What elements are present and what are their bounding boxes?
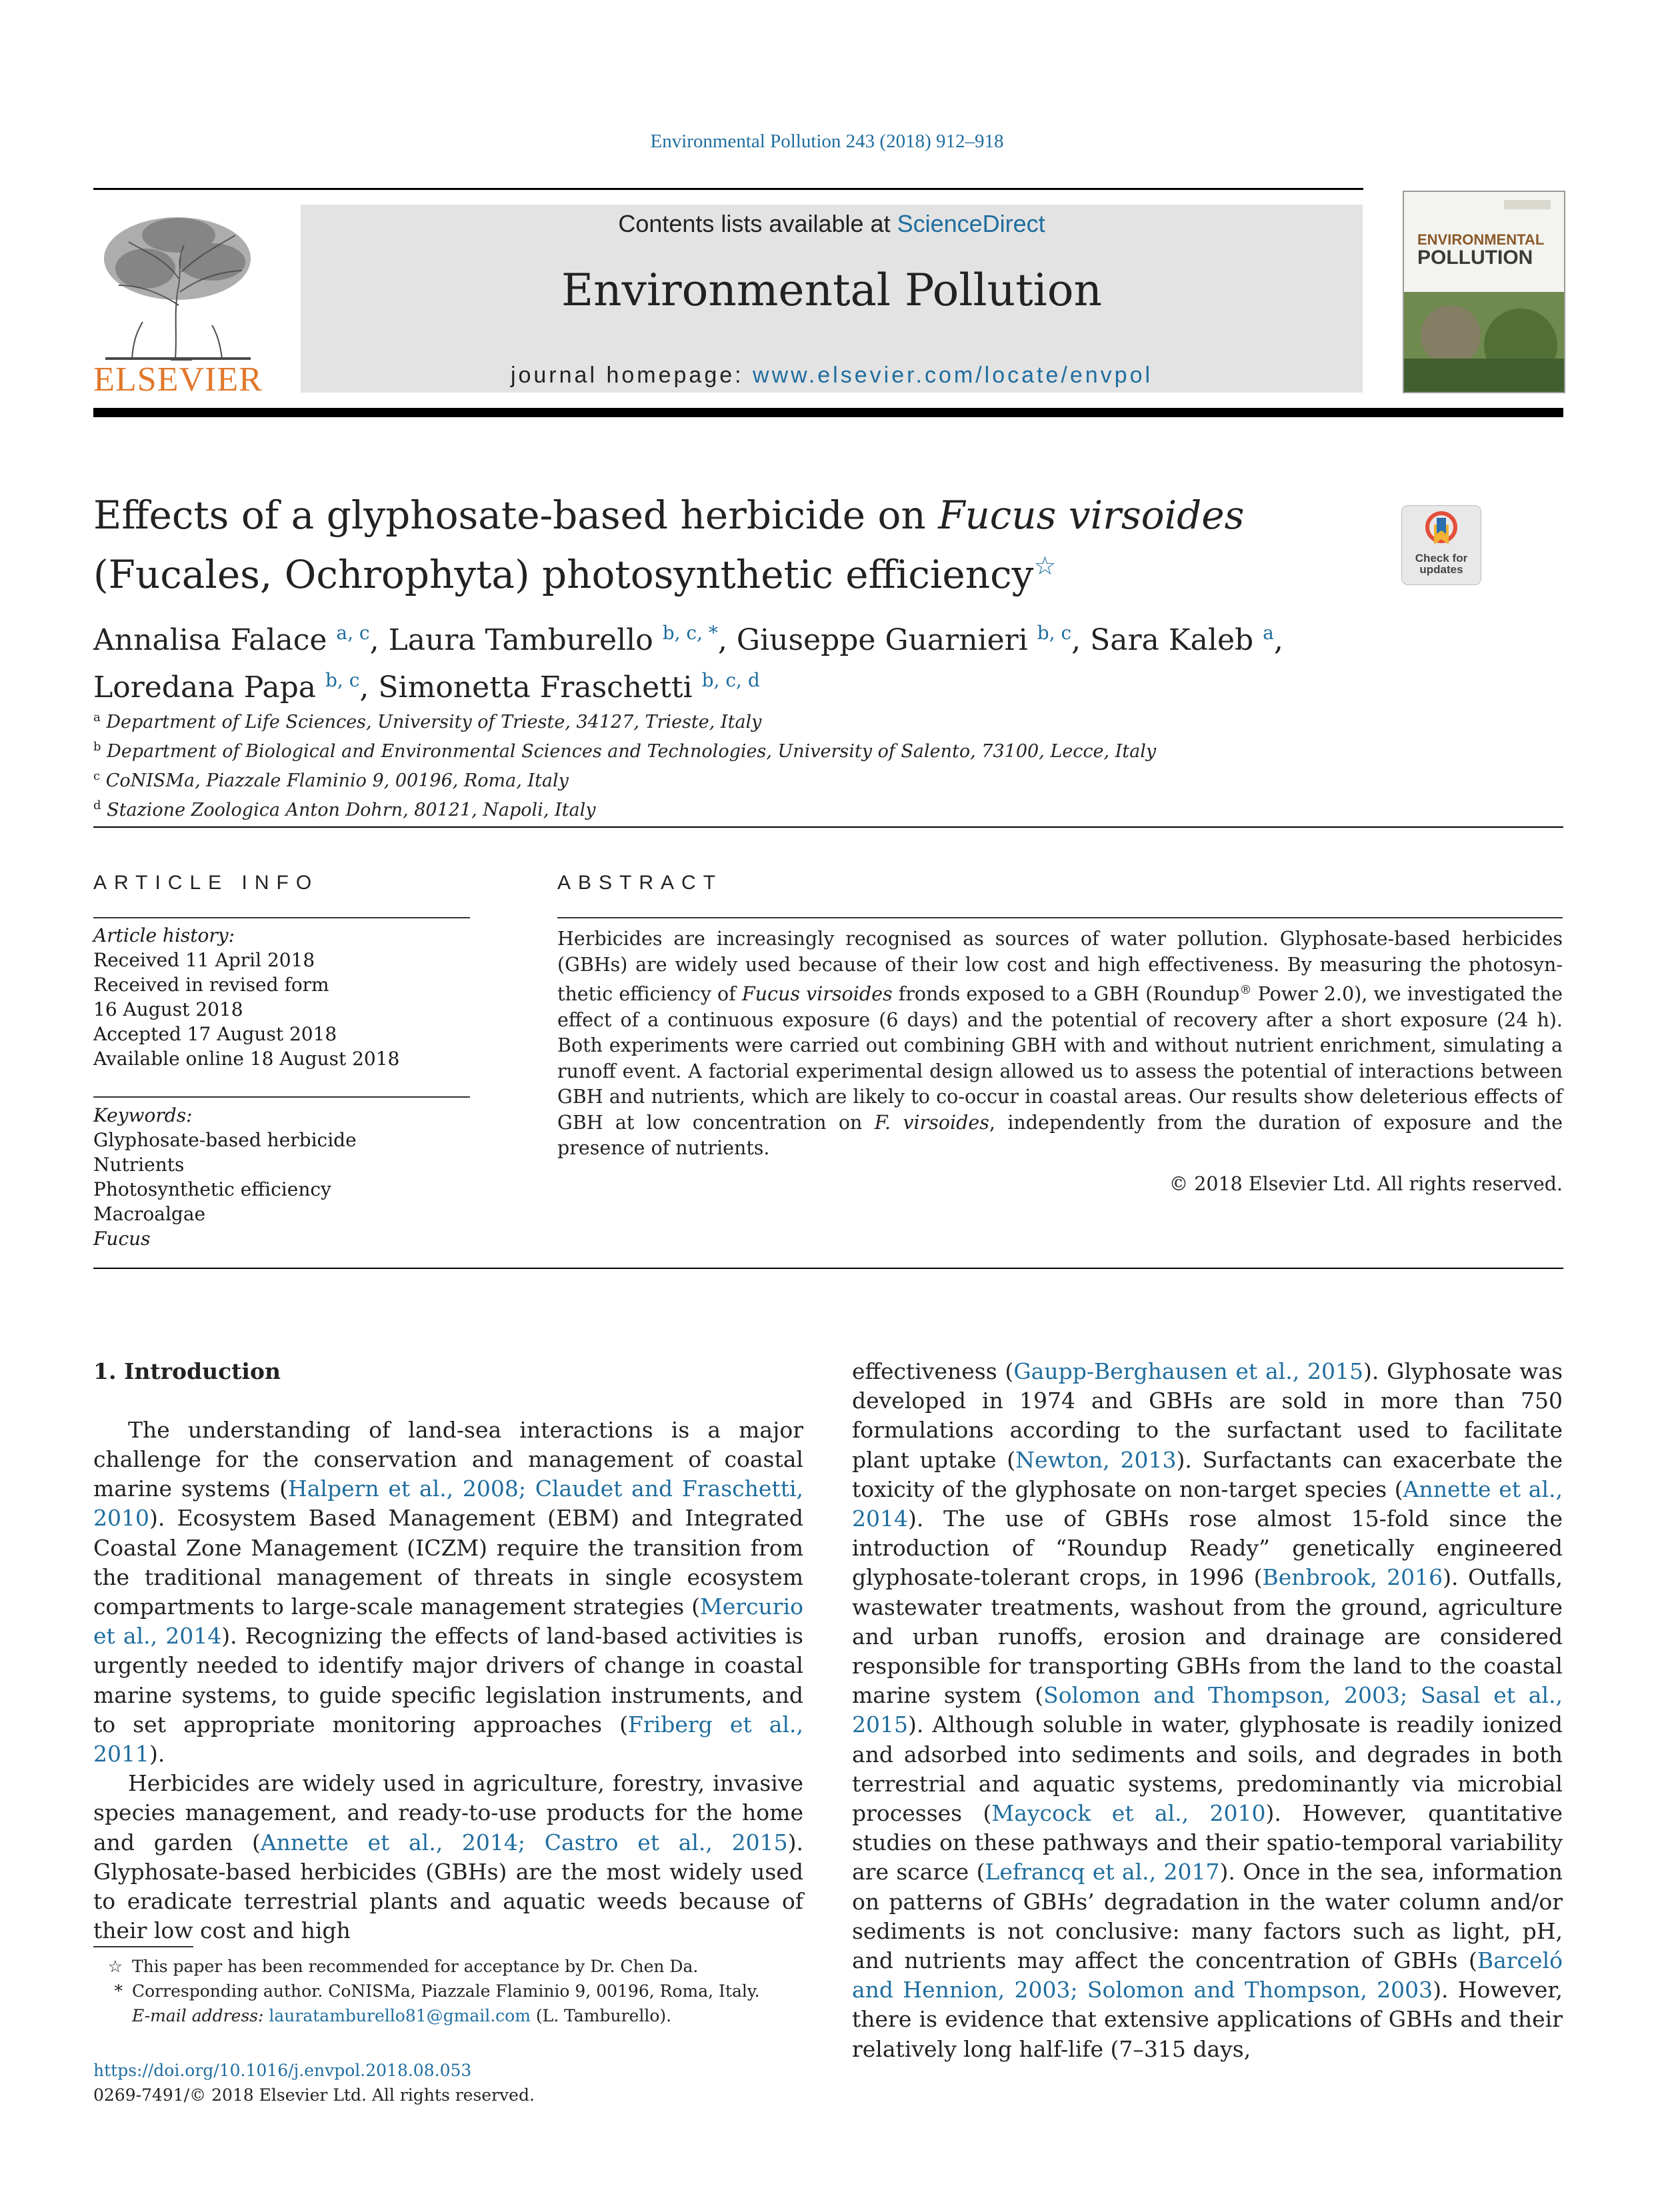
- affiliation-key: d: [93, 798, 101, 812]
- journal-title: Environmental Pollution: [561, 265, 1103, 316]
- abstract-species: Fucus virsoides: [741, 983, 893, 1005]
- body-paragraph: [93, 1769, 803, 1945]
- citation-link[interactable]: Friberg et al., 2011: [93, 1711, 803, 1767]
- title-part-1: Effects of a glyphosate-based herbicide on: [93, 493, 939, 538]
- bookmark-ribbon-icon: [1425, 511, 1458, 550]
- abstract-species: F. virsoides: [874, 1111, 989, 1134]
- journal-masthead: [301, 205, 1363, 393]
- cover-title-line-2: POLLUTION: [1417, 247, 1533, 269]
- contents-prefix: Contents lists available at: [618, 210, 897, 237]
- text-segment: ). Once in the sea, information on patterns of GBHs’ degradation in the water column and/or sediments is not conclusive: many factors such as light, pH, and nutrients may affect the concentration of GBHs (: [852, 1859, 1563, 1974]
- history-item: Received in revised form: [93, 974, 329, 996]
- citation-link[interactable]: Halpern et al., 2008; Claudet and Fraschetti, 2010: [93, 1476, 803, 1532]
- affiliation-key: a: [93, 710, 101, 724]
- author-affiliation-marks[interactable]: a, c: [336, 622, 370, 644]
- text-segment: The understanding of land-sea interactions is a major challenge for the conservation and management of coastal marine systems (: [93, 1416, 803, 1502]
- footnote-item: [93, 2003, 803, 2028]
- abstract-segment: Power 2.0), we investigated the effect of a continuous exposure (6 days) and the potential of recovery after a short exposure (24 h). Both experiments were carried out combining GBH with and without nutrient enrichment, simulating a runoff event. A factorial experimental design allowed us to assess the potential of interactions between GBH and nutrients, which are likely to co-occur in coastal areas. Our results show deleterious effects of GBH at low concentration on: [557, 983, 1563, 1134]
- affiliation-item: [93, 734, 1527, 764]
- affiliation-item: [93, 793, 1527, 822]
- text-segment: ). The use of GBHs rose almost 15-fold since the introduction of “Roundup Ready” genetically engineered glyphosate-tolerant crops, in 1996 (: [852, 1506, 1563, 1591]
- body-paragraph: [852, 1357, 1563, 2064]
- affiliation-item: [93, 764, 1527, 793]
- keywords-label: Keywords:: [93, 1104, 193, 1126]
- text-segment: ). Outfalls, wastewater treatments, washout from the ground, agriculture and urban runoffs, erosion and drainage are considered responsible for transporting GBHs from the land to the coastal marine system (: [852, 1564, 1563, 1709]
- footnote-text: This paper has been recommended for acceptance by Dr. Chen Da.: [132, 1957, 699, 1976]
- citation-link[interactable]: Mercurio et al., 2014: [93, 1594, 803, 1650]
- author-name: Laura Tamburello: [388, 623, 653, 657]
- citation-link[interactable]: Solomon and Thompson, 2003; Sasal et al., 2015: [852, 1682, 1563, 1738]
- body-column-right: [852, 1357, 1563, 2064]
- author-name: Sara Kaleb: [1090, 623, 1254, 657]
- footnote-mark: *: [114, 1981, 123, 2001]
- text-segment: effectiveness (: [852, 1358, 1014, 1384]
- article-history: [93, 923, 467, 1071]
- text-segment: ). Glyphosate-based herbicides (GBHs) are the most widely used to eradicate terrestrial plants and aquatic weeds because of their low cost and high: [93, 1829, 803, 1944]
- citation-link[interactable]: Maycock et al., 2010: [991, 1800, 1266, 1827]
- citation-link[interactable]: Annette et al., 2014; Castro et al., 2015: [260, 1829, 788, 1855]
- affiliation-text: CoNISMa, Piazzale Flaminio 9, 00196, Roma, Italy: [105, 770, 569, 791]
- title-part-2: (Fucales, Ochrophyta) photosynthetic efficiency: [93, 552, 1034, 597]
- text-segment: ). Surfactants can exacerbate the toxicity of the glyphosate on non-target species (: [852, 1446, 1563, 1502]
- badge-line-2: updates: [1419, 563, 1463, 576]
- text-segment: ).: [149, 1741, 165, 1767]
- email-label: E-mail address:: [132, 2006, 269, 2025]
- email-link[interactable]: lauratamburello81@gmail.com: [269, 2006, 531, 2025]
- footnote-mark: ☆: [107, 1957, 123, 1976]
- badge-line-1: Check for: [1415, 552, 1468, 564]
- header-rule: [93, 188, 1363, 190]
- abstract-heading: ABSTRACT: [557, 872, 723, 894]
- registered-mark: ®: [1239, 983, 1252, 997]
- email-suffix: (L. Tamburello).: [530, 2006, 672, 2025]
- article-info-rule: [93, 917, 470, 918]
- author-affiliation-marks[interactable]: b, c: [1037, 622, 1072, 644]
- abstract-segment: Herbicides are increasingly recognised as sources of water pollution. Glyphosate-based herbicides (GBHs) are widely used because of their low cost and high effectiveness. By measuring the photosynthetic efficiency of: [557, 928, 1563, 1005]
- citation-link[interactable]: Annette et al., 2014: [852, 1476, 1563, 1532]
- doi-link[interactable]: https://doi.org/10.1016/j.envpol.2018.08.053: [93, 2061, 472, 2080]
- author-affiliation-marks[interactable]: b, c: [325, 669, 360, 691]
- running-head[interactable]: Environmental Pollution 243 (2018) 912–918: [650, 131, 1004, 152]
- title-species: Fucus virsoides: [938, 493, 1245, 538]
- sciencedirect-link[interactable]: ScienceDirect: [897, 210, 1045, 237]
- section-heading: 1. Introduction: [93, 1358, 281, 1384]
- history-label: Article history:: [93, 924, 235, 946]
- footnote-rule: [93, 1946, 193, 1947]
- footnote-item: [93, 1979, 803, 2003]
- citation-link[interactable]: Newton, 2013: [1015, 1446, 1177, 1473]
- article-info-heading: ARTICLE INFO: [93, 872, 319, 894]
- cover-title-line-1: ENVIRONMENTAL: [1417, 231, 1545, 248]
- author-affiliation-marks[interactable]: b, c, d: [701, 669, 760, 691]
- homepage-line: [301, 363, 1363, 389]
- citation-link[interactable]: Lefrancq et al., 2017: [985, 1859, 1220, 1885]
- affiliation-key: b: [93, 740, 101, 754]
- journal-cover-thumbnail[interactable]: [1403, 191, 1565, 393]
- affiliation-item: [93, 705, 1527, 734]
- citation-link[interactable]: Gaupp-Berghausen et al., 2015: [1013, 1358, 1363, 1384]
- text-segment: Herbicides are widely used in agriculture, forestry, invasive species management, and ready-to-use products for the home and garden (: [93, 1770, 803, 1855]
- author-name: Simonetta Fraschetti: [378, 670, 693, 704]
- abstract-segment: , independently from the duration of exposure and the presence of nutrients.: [557, 1111, 1563, 1159]
- article-title: [93, 490, 1360, 600]
- author-affiliation-marks[interactable]: b, c, *: [662, 622, 718, 644]
- history-item: 16 August 2018: [93, 998, 243, 1020]
- check-for-updates-badge[interactable]: [1401, 505, 1481, 585]
- text-segment: ). Ecosystem Based Management (EBM) and Integrated Coastal Zone Management (ICZM) require the transition from the traditional management of threats in single ecosystem compartments to large-scale management strategies (: [93, 1505, 803, 1620]
- citation-link[interactable]: Benbrook, 2016: [1262, 1564, 1443, 1591]
- abstract-copyright: © 2018 Elsevier Ltd. All rights reserved.: [1169, 1173, 1563, 1195]
- affiliation-list: [93, 705, 1527, 822]
- body-column-left: [93, 1357, 803, 1945]
- homepage-prefix: journal homepage:: [510, 363, 753, 388]
- keywords-rule: [93, 1096, 470, 1098]
- abstract-segment: fronds exposed to a GBH (Roundup: [892, 983, 1240, 1005]
- abstract-rule: [557, 917, 1563, 918]
- affiliation-text: Department of Life Sciences, University of Trieste, 34127, Trieste, Italy: [106, 712, 762, 732]
- front-matter-rule: [93, 1268, 1563, 1269]
- history-item: Accepted 17 August 2018: [93, 1023, 337, 1045]
- keyword-item: Macroalgae: [93, 1203, 206, 1225]
- masthead-rule: [93, 408, 1563, 417]
- author-list: Annalisa Falace $^{a, c}$, Laura Tamburello $^{b, c, *}$, Giuseppe Guarnieri $^{b, c}$, Sara Kaleb $^a$, Loredana Papa $^{b, c}$, Simonetta Fraschetti $^{b, c, d}$: [93, 622, 1283, 704]
- body-paragraph: [93, 1416, 803, 1769]
- keyword-item: Glyphosate-based herbicide: [93, 1129, 357, 1151]
- author-affiliation-marks[interactable]: a: [1263, 622, 1274, 644]
- text-segment: ). However, quantitative studies on these pathways and their spatio-temporal variability are scarce (: [852, 1800, 1563, 1885]
- text-segment: ). Recognizing the effects of land-based activities is urgently needed to identify major drivers of change in coastal marine systems, to guide specific legislation instruments, and to set appropriate monitoring approaches (: [93, 1623, 803, 1737]
- abstract-text: [557, 926, 1563, 1162]
- issn-copyright: 0269-7491/© 2018 Elsevier Ltd. All rights reserved.: [93, 2085, 535, 2105]
- text-segment: ). However, there is evidence that extensive applications of GBHs and their relatively long half-life (7–315 days,: [852, 1977, 1563, 2062]
- publisher-wordmark: ELSEVIER: [93, 361, 263, 399]
- contents-line: [301, 210, 1363, 238]
- footnote-text: Corresponding author. CoNISMa, Piazzale Flaminio 9, 00196, Roma, Italy.: [132, 1981, 760, 2001]
- section-rule: [93, 826, 1563, 828]
- homepage-link[interactable]: www.elsevier.com/locate/envpol: [753, 363, 1153, 388]
- footnote-item: [93, 1954, 803, 1979]
- history-item: Received 11 April 2018: [93, 949, 315, 971]
- author-name: Loredana Papa: [93, 670, 316, 704]
- keyword-list: [93, 1103, 467, 1251]
- author-name: Annalisa Falace: [93, 623, 327, 657]
- affiliation-text: Stazione Zoologica Anton Dohrn, 80121, Napoli, Italy: [107, 800, 596, 820]
- text-segment: ). Glyphosate was developed in 1974 and GBHs are sold in more than 750 formulations according to the surfactant used to facilitate plant uptake (: [852, 1358, 1563, 1473]
- affiliation-key: c: [93, 769, 101, 783]
- title-footnote-star[interactable]: ☆: [1033, 551, 1057, 580]
- affiliation-text: Department of Biological and Environmental Sciences and Technologies, University of Salento, 73100, Lecce, Italy: [107, 741, 1157, 762]
- cover-artwork-icon: [1404, 192, 1564, 392]
- keyword-item: Nutrients: [93, 1154, 185, 1176]
- keyword-item: Photosynthetic efficiency: [93, 1178, 331, 1200]
- check-for-updates-label: [1402, 553, 1481, 575]
- footnotes: [93, 1954, 803, 2028]
- cover-title: [1417, 232, 1544, 268]
- text-segment: ). Although soluble in water, glyphosate is readily ionized and adsorbed into sediments and soils, and degrades in both terrestrial and aquatic systems, predominantly via microbial processes (: [852, 1711, 1563, 1827]
- keyword-item: Fucus: [93, 1228, 151, 1250]
- citation-link[interactable]: Barceló and Hennion, 2003; Solomon and Thompson, 2003: [852, 1947, 1563, 2003]
- history-item: Available online 18 August 2018: [93, 1048, 400, 1070]
- author-name: Giuseppe Guarnieri: [736, 623, 1028, 657]
